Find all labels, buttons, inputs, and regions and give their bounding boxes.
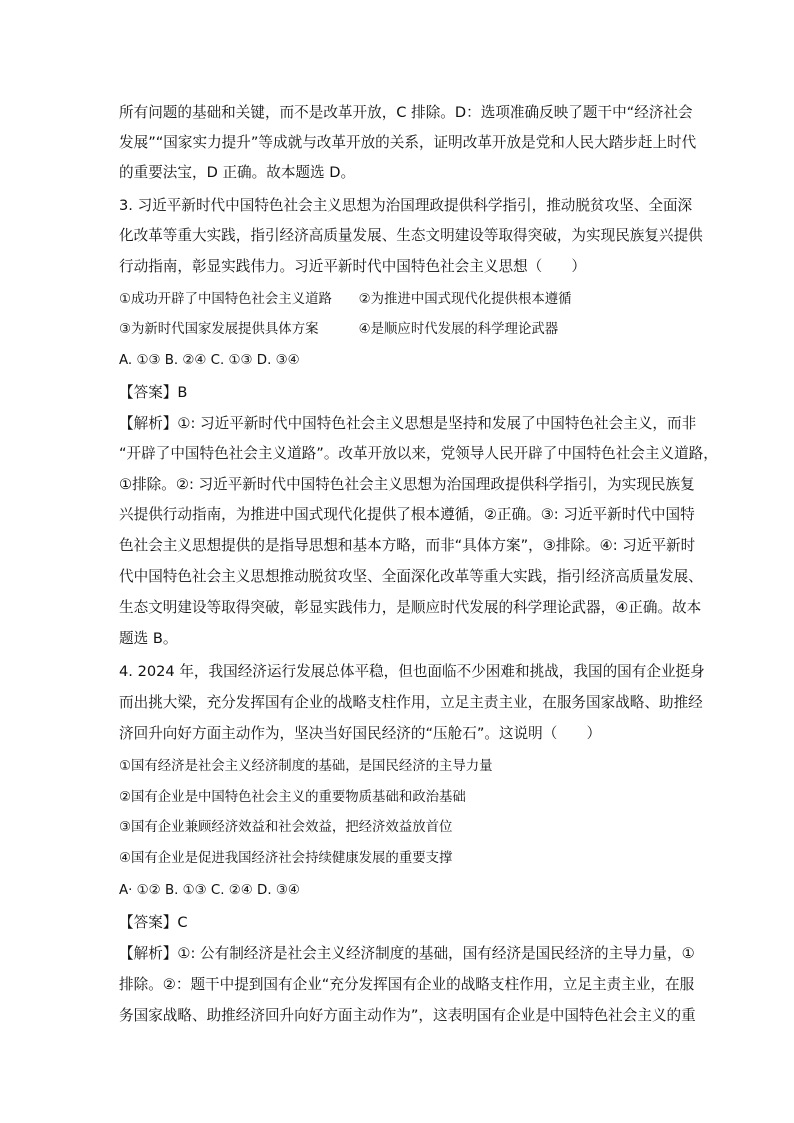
question-3-option: ①成功开辟了中国特色社会主义道路 ②为推进中国式现代化提供根本遵循	[119, 292, 572, 307]
question-3-analysis: 色社会主义思想提供的是指导思想和基本方略，而非“具体方案”，③排除。④: 习近平新时	[119, 537, 696, 554]
question-3-choices: A. ①③ B. ②④ C. ①③ D. ③④	[119, 353, 300, 368]
question-3-analysis: 题选 B。	[119, 630, 178, 647]
text-line: 的重要法宝，D 正确。故本题选 D。	[119, 164, 356, 181]
question-4-option: ①国有经济是社会主义经济制度的基础，是国民经济的主导力量	[119, 759, 493, 774]
question-3-option: ③为新时代国家发展提供具体方案 ④是顺应时代发展的科学理论武器	[119, 322, 559, 337]
question-3-stem: 行动指南，彰显实践伟力。习近平新时代中国特色社会主义思想（ ）	[119, 258, 587, 275]
question-3-stem: 3. 习近平新时代中国特色社会主义思想为治国理政提供科学指引，推动脱贫攻坚、全面深	[119, 197, 693, 214]
question-4-analysis: 务国家战略、助推经济回升向好方面主动作为”，这表明国有企业是中国特色社会主义的重	[119, 1007, 696, 1024]
question-3-stem: 化改革等重大实践，指引经济高质量发展、生态文明建设等取得突破，为实现民族复兴提供	[119, 227, 703, 244]
question-4-analysis: 排除。②：题干中提到国有企业“充分发挥国有企业的战略支柱作用，立足主责主业，在服	[119, 976, 695, 993]
text-line: 发展”“国家实力提升”等成就与改革开放的关系，证明改革开放是党和人民大踏步赶上时代	[119, 134, 697, 151]
text-line: 所有问题的基础和关键，而不是改革开放，C 排除。D：选项准确反映了题干中“经济社会	[119, 104, 693, 121]
question-3-analysis: 兴提供行动指南，为推进中国式现代化提供了根本遵循，②正确。③: 习近平新时代中国特	[119, 506, 695, 523]
question-4-analysis: 【解析】①: 公有制经济是社会主义经济制度的基础，国有经济是国民经济的主导力量，①	[119, 945, 695, 962]
question-4-option: ②国有企业是中国特色社会主义的重要物质基础和政治基础	[119, 790, 466, 805]
question-4-stem: 济回升向好方面主动作为，坚决当好国民经济的“压舱石”。这说明（ ）	[119, 725, 602, 742]
question-4-stem: 而出挑大梁，充分发挥国有企业的战略支柱作用，立足主责主业，在服务国家战略、助推经	[119, 694, 703, 711]
question-3-analysis: ①排除。②: 习近平新时代中国特色社会主义思想为治国理政提供科学指引，为实现民族复	[119, 476, 695, 493]
question-3-analysis: 生态文明建设等取得突破，彰显实践伟力，是顺应时代发展的科学理论武器，④正确。故本	[119, 599, 702, 616]
question-4-choices: A· ①② B. ①③ C. ②④ D. ③④	[119, 883, 300, 898]
question-3-analysis: “开辟了中国特色社会主义道路”。改革开放以来，党领导人民开辟了中国特色社会主义道路，	[119, 445, 718, 462]
question-4-option: ④国有企业是促进我国经济社会持续健康发展的重要支撑	[119, 851, 453, 866]
question-4-answer: 【答案】C	[119, 914, 188, 931]
question-3-answer: 【答案】B	[119, 384, 188, 401]
question-4-option: ③国有企业兼顾经济效益和社会效益，把经济效益放首位	[119, 820, 453, 835]
question-4-stem: 4. 2024 年，我国经济运行发展总体平稳，但也面临不少困难和挑战，我国的国有企业挺身	[119, 663, 705, 680]
question-3-analysis: 【解析】①: 习近平新时代中国特色社会主义思想是坚持和发展了中国特色社会主义，而非	[119, 415, 697, 432]
question-3-analysis: 代中国特色社会主义思想推动脱贫攻坚、全面深化改革等重大实践，指引经济高质量发展、	[119, 568, 703, 585]
